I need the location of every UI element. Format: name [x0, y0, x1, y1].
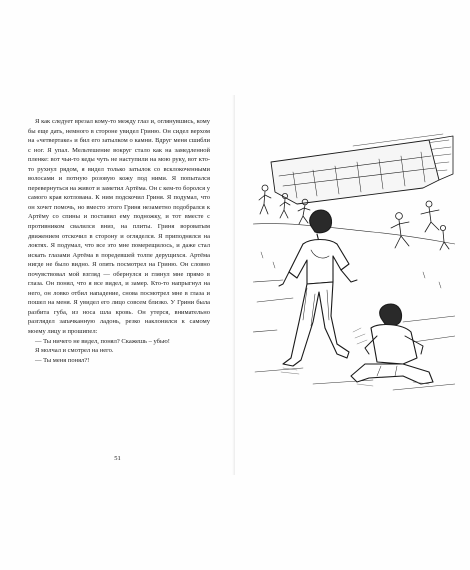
page-number: 51: [114, 455, 121, 462]
ground: [253, 224, 455, 390]
building: [271, 136, 453, 204]
dialog-line: — Ты меня понял?!: [35, 356, 90, 364]
paragraph: Я как следует врезал кому-то между глаз и, оглянувшись, кому бы еще дать, немного в стороне увидел Гриню. Он сидел верхом на «четвертаке» и бил его затылком о камни. Вдруг меня сшибли с ног. Я упал. Мельтешение вокруг стало как на замедленной пленке: вот чьи-то кеды чуть не наступили на мою руку, вот кто-то рухнул рядом, я видел только затылок со всклокоченными волосами и потную розовую кожу под ними. Я попытался перевернуться на живот и заметил Артёма. Он с кем-то боролся у самого края котлована. К ним подскочил Гриня. Я подумал, что он хочет помочь, но вместо этого Гриня незаметно подобрался к Артёму со спины и поставил ему подножку, и тот вместе с противником свалился вниз, на плиты. Гриня вороватым движением отскочил в сторону и огляделся. Я приподнялся на локтях. Я подумал, что все это мне померещилось, и даже стал искать глазами Артёма в поредевшей толпе дерущихся. Артёма нигде не было видно. Я опять посмотрел на Гриню. Он словно почувствовал мой взгляд — обернулся и глянул мне прямо в глаза. Он понял, что я все видел, и замер. Кто-то напрыгнул на него, он ловко отбил нападение, снова посмотрел мне в глаза и пошел на меня. Я увидел его лицо совсем близко. У Грини была разбита губа, из носа шла кровь. Он утерся, внимательно разглядел запачканную ладонь, резко наклонился к самому моему лицу и прошипел:: [28, 118, 210, 336]
standing-figure: [279, 210, 357, 366]
sitting-figure: [351, 304, 433, 384]
dialog-line: Я молчал и смотрел на него.: [35, 347, 114, 355]
text-block: [28, 117, 210, 365]
dialog-line: — Ты ничего не видел, понял? Скажешь – убью!: [35, 337, 170, 345]
fight-scene-illustration: [253, 132, 455, 400]
